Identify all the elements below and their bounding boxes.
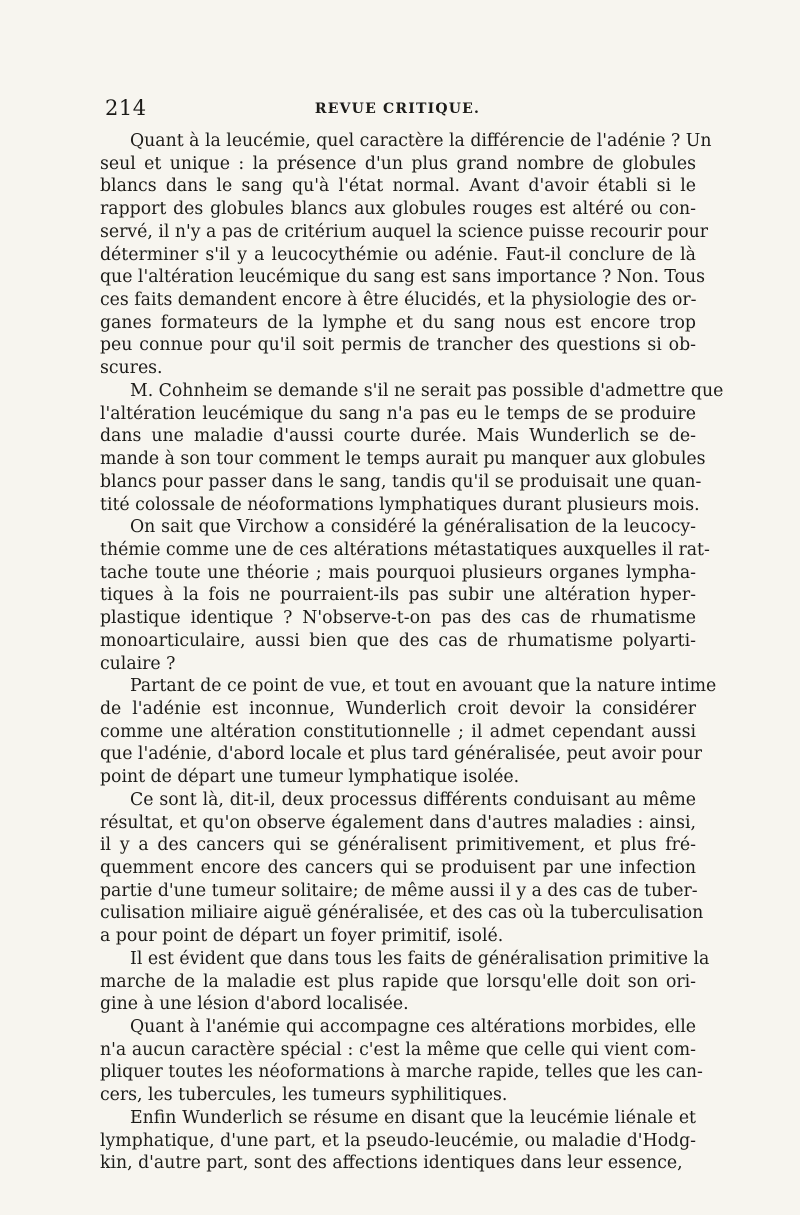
text-line: thémie comme une de ces altérations métastatiques auxquelles il rat- — [100, 539, 710, 560]
text-line: partie d'une tumeur solitaire; de même aussi il y a des cas de tuber- — [100, 880, 698, 901]
text-line: Quant à l'anémie qui accompagne ces altérations morbides, elle — [130, 1017, 696, 1038]
text-line: résultat, et qu'on observe également dans d'autres maladies : ainsi, — [100, 812, 696, 833]
text-line: mande à son tour comment le temps aurait pu manquer aux globules — [100, 449, 706, 470]
text-line: scures. — [100, 358, 163, 379]
text-line: n'a aucun caractère spécial : c'est la même que celle qui vient com- — [100, 1039, 696, 1060]
text-line: de l'adénie est inconnue, Wunderlich croit devoir la considérer — [100, 698, 696, 719]
text-line: blancs pour passer dans le sang, tandis qu'il se produisait une quan- — [100, 471, 702, 492]
text-line: rapport des globules blancs aux globules rouges est altéré ou con- — [100, 199, 696, 220]
text-line: culisation miliaire aiguë généralisée, et des cas où la tuberculisation — [100, 903, 704, 924]
text-line: Partant de ce point de vue, et tout en avouant que la nature intime — [130, 676, 717, 697]
text-line: déterminer s'il y a leucocythémie ou adénie. Faut-il conclure de là — [100, 244, 696, 265]
body-text — [100, 130, 724, 1175]
text-line: dans une maladie d'aussi courte durée. Mais Wunderlich se de- — [100, 426, 696, 447]
paragraph — [100, 948, 710, 1016]
text-line: marche de la maladie est plus rapide que lorsqu'elle doit son ori- — [100, 971, 696, 992]
text-line: On sait que Virchow a considéré la généralisation de la leucocy- — [130, 517, 696, 538]
paragraph — [100, 1016, 703, 1107]
paragraph — [100, 516, 710, 675]
text-line: Il est évident que dans tous les faits de généralisation primitive la — [130, 948, 710, 969]
text-line: tité colossale de néoformations lymphatiques durant plusieurs mois. — [100, 494, 700, 515]
text-line: Quant à la leucémie, quel caractère la différencie de l'adénie ? Un — [130, 131, 712, 151]
text-line: ces faits demandent encore à être élucidés, et la physiologie des or- — [100, 290, 697, 311]
text-line: M. Cohnheim se demande s'il ne serait pas possible d'admettre que — [130, 380, 724, 401]
page-number: 214 — [105, 96, 147, 120]
text-line: Enfin Wunderlich se résume en disant que la leucémie liénale et — [130, 1107, 696, 1128]
text-line: culaire ? — [100, 653, 176, 674]
text-line: tache toute une théorie ; mais pourquoi plusieurs organes lympha- — [100, 562, 696, 583]
text-line: point de départ une tumeur lymphatique isolée. — [100, 767, 520, 788]
text-line: peu connue pour qu'il soit permis de trancher des questions si ob- — [100, 335, 696, 356]
text-line: gine à une lésion d'abord localisée. — [100, 994, 409, 1015]
text-line: plastique identique ? N'observe-t-on pas des cas de rhumatisme — [100, 608, 696, 629]
text-line: quemment encore des cancers qui se produisent par une infection — [100, 858, 696, 878]
text-line: monoarticulaire, aussi bien que des cas de rhumatisme polyarti- — [100, 630, 696, 651]
text-line: Ce sont là, dit-il, deux processus différents conduisant au même — [130, 789, 696, 810]
text-line: pliquer toutes les néoformations à marche rapide, telles que les can- — [100, 1062, 703, 1083]
paragraph — [100, 789, 704, 948]
text-line: cers, les tubercules, les tumeurs syphilitiques. — [100, 1085, 508, 1106]
text-line: servé, il n'y a pas de critérium auquel la science puisse recourir pour — [100, 221, 709, 242]
paragraph — [100, 675, 717, 789]
text-line: a pour point de départ un foyer primitif, isolé. — [100, 926, 504, 947]
page-header — [105, 96, 690, 122]
text-line: l'altération leucémique du sang n'a pas eu le temps de se produire — [100, 403, 696, 424]
text-line: comme une altération constitutionnelle ; il admet cependant aussi — [100, 721, 696, 742]
paragraph — [100, 380, 724, 516]
text-line: tiques à la fois ne pourraient-ils pas subir une altération hyper- — [100, 585, 696, 606]
running-title: REVUE CRITIQUE. — [314, 101, 481, 117]
text-line: ganes formateurs de la lymphe et du sang nous est encore trop — [100, 312, 696, 333]
text-line: lymphatique, d'une part, et la pseudo-leucémie, ou maladie d'Hodg- — [100, 1130, 696, 1151]
text-line: que l'altération leucémique du sang est sans importance ? Non. Tous — [100, 267, 706, 288]
paragraph — [100, 1107, 696, 1175]
paragraph — [100, 130, 712, 380]
text-line: seul et unique : la présence d'un plus grand nombre de globules — [100, 153, 696, 174]
text-line: blancs dans le sang qu'à l'état normal. Avant d'avoir établi si le — [100, 176, 696, 197]
text-line: que l'adénie, d'abord locale et plus tard généralisée, peut avoir pour — [100, 744, 703, 765]
text-line: il y a des cancers qui se généralisent primitivement, et plus fré- — [100, 835, 696, 856]
text-line: kin, d'autre part, sont des affections identiques dans leur essence, — [100, 1153, 683, 1174]
